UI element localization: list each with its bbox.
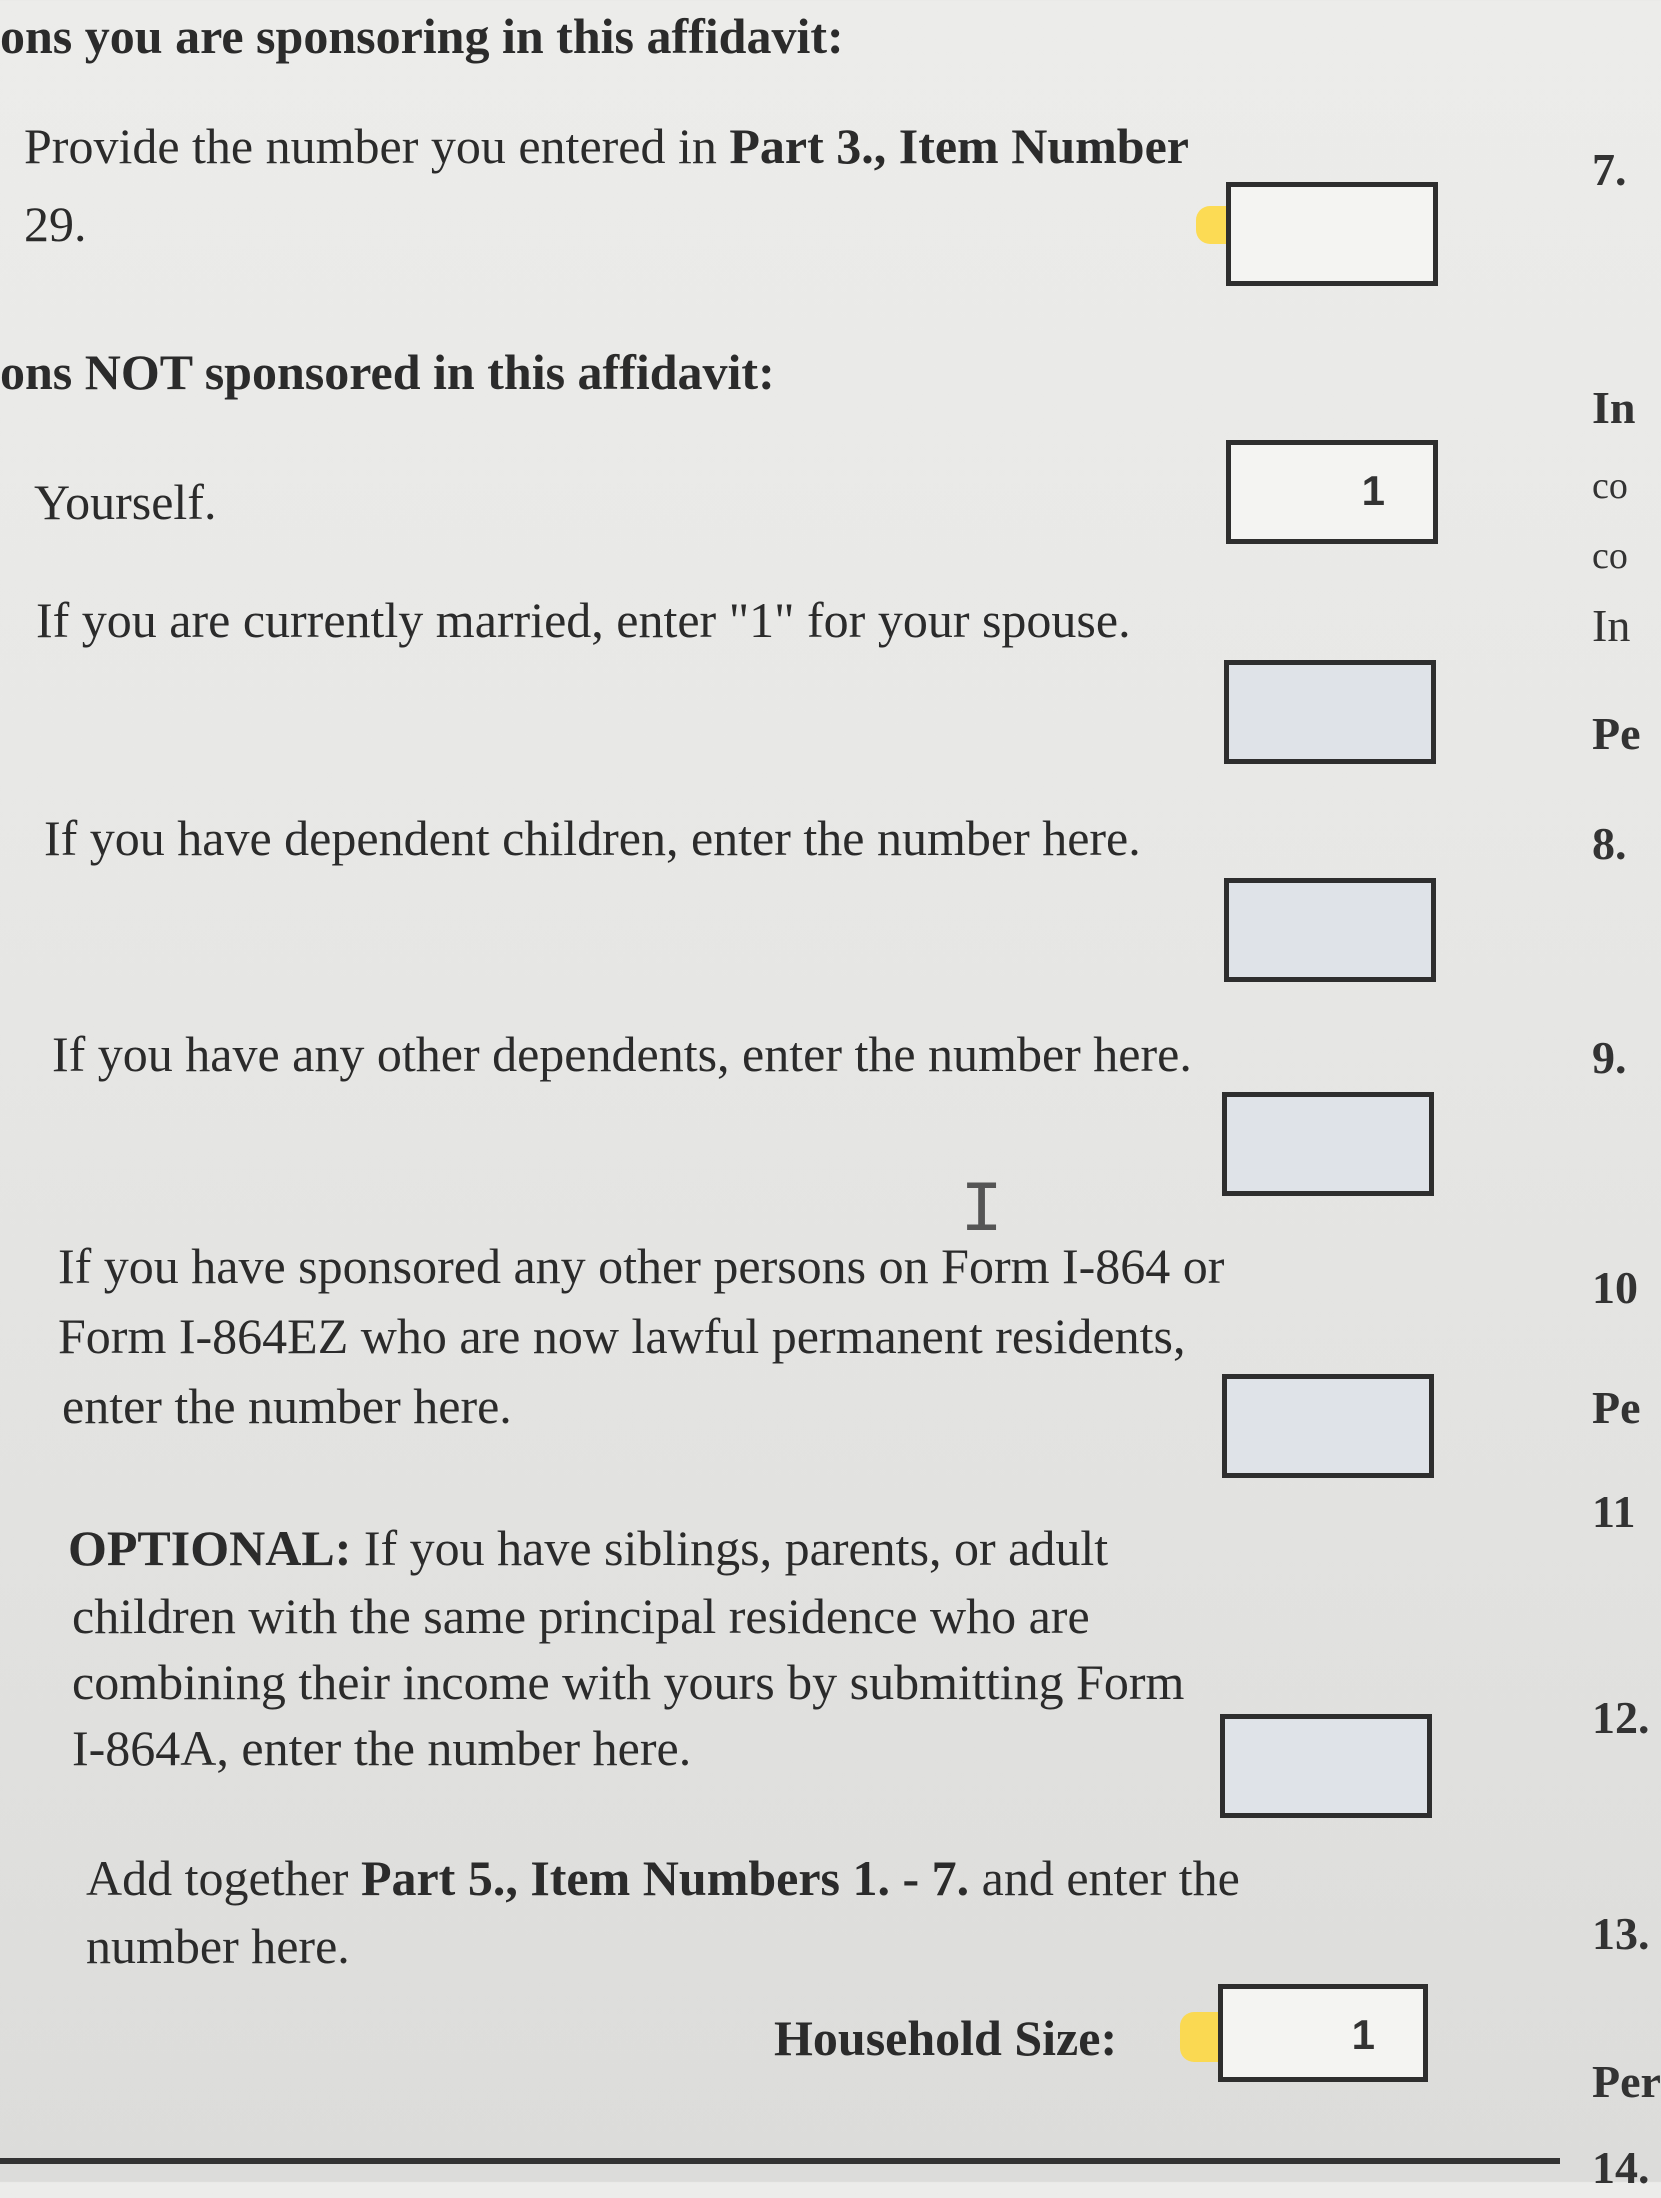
other-dependents-field[interactable] [1222,1092,1434,1196]
right-col-8: 8. [1592,818,1627,869]
item-label-sponsored-count: Provide the number you entered in Part 3., Item Number [24,118,1189,174]
right-col-co2: co [1592,535,1628,577]
item-label-optional-2: children with the same principal residence who are [72,1588,1090,1644]
item-label-spouse: If you are currently married, enter "1" for your spouse. [36,592,1131,648]
right-col-14: 14. [1592,2142,1650,2193]
right-col-13: 13. [1592,1908,1650,1959]
right-col-pe: Pe [1592,708,1641,759]
right-col-11: 11 [1592,1486,1636,1537]
household-size-label: Household Size: [774,2010,1118,2066]
item-label-optional-1: OPTIONAL: If you have siblings, parents, or adult [68,1520,1109,1576]
item-label-dependent-children: If you have dependent children, enter the number here. [44,810,1141,866]
other-sponsored-field[interactable] [1222,1374,1434,1478]
household-size-field[interactable]: 1 [1218,1984,1428,2082]
item-label-total-2: number here. [86,1918,350,1974]
item-label-optional-3: combining their income with yours by submitting Form [72,1654,1185,1710]
section-heading-not-sponsored: ons NOT sponsored in this affidavit: [0,344,775,400]
section-heading-sponsoring: ons you are sponsoring in this affidavit: [0,8,844,64]
optional-household-field[interactable] [1220,1714,1432,1818]
item-label-other-sponsored-3: enter the number here. [62,1378,512,1434]
item-label-yourself: Yourself. [34,474,217,530]
item-label-other-sponsored-1: If you have sponsored any other persons on Form I-864 or [58,1238,1225,1294]
right-col-7: 7. [1592,144,1627,195]
right-col-9: 9. [1592,1032,1627,1083]
text-cursor-icon: I [960,1170,1004,1252]
right-col-per: Per [1592,2056,1661,2107]
dependent-children-field[interactable] [1224,878,1436,982]
page-bottom-rule [0,2158,1560,2164]
item-label-optional-4: I-864A, enter the number here. [72,1720,692,1776]
right-col-pe2: Pe [1592,1382,1641,1433]
right-col-co1: co [1592,465,1628,507]
right-col-in: In [1592,382,1636,433]
item-label-total-1: Add together Part 5., Item Numbers 1. - 7. and enter the [86,1850,1240,1906]
item-label-other-sponsored-2: Form I-864EZ who are now lawful permanent residents, [58,1308,1186,1364]
right-col-in2: In [1592,600,1631,651]
item-label-other-dependents: If you have any other dependents, enter the number here. [52,1026,1192,1082]
item-label-sponsored-count-cont: 29. [24,196,87,252]
sponsored-count-field[interactable] [1226,182,1438,286]
right-col-10: 10 [1592,1262,1638,1313]
yourself-count-field[interactable]: 1 [1226,440,1438,544]
spouse-count-field[interactable] [1224,660,1436,764]
right-col-12: 12. [1592,1692,1650,1743]
